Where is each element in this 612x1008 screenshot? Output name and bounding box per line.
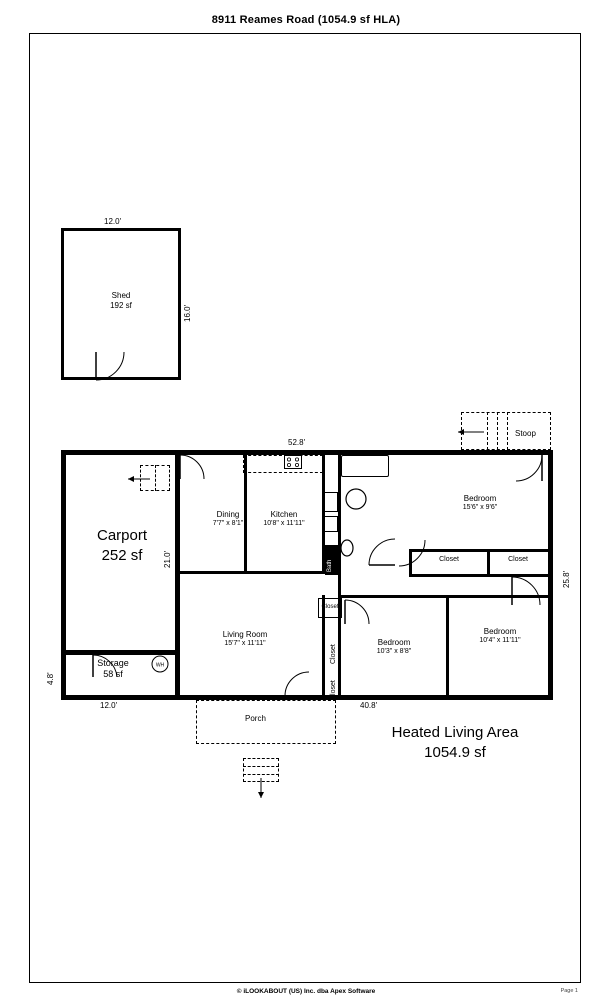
closet-2: Closet <box>508 556 528 563</box>
shed-name: Shed <box>111 291 131 300</box>
dim-bottom-main: 40.8' <box>360 701 378 710</box>
porch-step-line-1 <box>243 766 279 767</box>
door-arc-carport-entry <box>180 455 206 481</box>
stoop-arrow-icon <box>458 427 488 437</box>
wall-hall-right <box>338 455 341 695</box>
bedroom-top-right-name: Bedroom <box>463 494 497 503</box>
wall-storage-bottom <box>61 695 180 700</box>
svg-text:WH: WH <box>155 662 165 669</box>
porch-arrow-icon <box>256 778 266 800</box>
carport-label <box>68 526 176 565</box>
bedroom-top-right-dim: 15'6" x 9'6" <box>462 504 498 511</box>
bedroom-middle-label <box>344 638 444 657</box>
closet-4: Closet <box>330 680 337 700</box>
bedroom-middle-dim: 10'3" x 8'8" <box>376 648 412 655</box>
stoop-step-line-2 <box>497 412 498 450</box>
kitchen-dim: 10'8" x 11'11" <box>263 520 305 527</box>
dining-exterior-step <box>243 455 323 473</box>
door-arc-hall-b <box>399 540 612 568</box>
carport-side-detail-line <box>155 465 156 491</box>
closet-5: Closet <box>321 604 339 610</box>
shed-dim-right: 16.0' <box>183 304 192 322</box>
bedroom-bottom-right-label <box>446 627 554 646</box>
bedroom-bottom-right-dim: 10'4" x 11'11" <box>479 637 521 644</box>
storage-area: 58 sf <box>103 669 123 680</box>
shed-area: 192 sf <box>110 301 132 310</box>
bathtub-outline <box>341 455 389 477</box>
porch-label: Porch <box>245 714 266 723</box>
hla-value: 1054.9 sf <box>424 743 486 761</box>
carport-arrow-icon <box>128 474 154 484</box>
dim-storage-bottom: 12.0' <box>100 701 118 710</box>
door-arc-bedroom-mid <box>345 600 371 626</box>
wall-right-main <box>548 450 553 700</box>
footer-text: © iLOOKABOUT (US) Inc. dba Apex Software <box>236 988 376 995</box>
bedroom-middle-name: Bedroom <box>377 638 411 647</box>
wall-livingroom-top <box>180 571 279 574</box>
toilet-icon <box>339 539 355 557</box>
bath-label: Bath <box>327 559 333 572</box>
carport-area: 252 sf <box>101 546 143 564</box>
heated-living-area-label <box>360 723 550 762</box>
page-number: Page 1 <box>560 988 578 994</box>
door-arc-stoop <box>516 455 546 483</box>
closet-1: Closet <box>439 556 459 563</box>
storage-label <box>72 658 154 681</box>
stoop-label: Stoop <box>515 429 536 438</box>
kitchen-label <box>240 510 328 529</box>
storage-name: Storage <box>97 658 129 668</box>
living-room-name: Living Room <box>222 630 268 639</box>
closet-3: Closet <box>330 644 337 664</box>
shed-label <box>71 291 171 311</box>
kitchen-name: Kitchen <box>270 510 298 519</box>
dim-right-main: 25.8' <box>562 570 571 588</box>
dining-dim: 7'7" x 8'1" <box>212 520 244 527</box>
wall-storage-left <box>61 650 66 700</box>
bedroom-top-right-label <box>426 494 534 513</box>
page-title: 8911 Reames Road (1054.9 sf HLA) <box>211 14 401 26</box>
porch-outline <box>196 700 336 744</box>
dining-name: Dining <box>216 510 240 519</box>
living-room-label <box>190 630 300 649</box>
dim-carport-right: 21.0' <box>163 550 172 568</box>
door-arc-front <box>285 672 313 698</box>
carport-name: Carport <box>96 527 148 544</box>
kitchen-fridge-icon <box>322 492 338 512</box>
shed-dim-top: 12.0' <box>104 217 122 226</box>
living-room-dim: 15'7" x 11'11" <box>224 640 266 647</box>
door-arc-hall-a <box>369 539 397 567</box>
dim-storage-left: 4.8' <box>46 672 55 685</box>
stoop-step-line-3 <box>507 412 508 450</box>
door-arc-closet-right <box>512 577 542 607</box>
porch-step-line-2 <box>243 774 279 775</box>
hla-title: Heated Living Area <box>391 724 519 741</box>
shed-door-arc <box>96 352 130 382</box>
dim-top-main: 52.8' <box>288 438 306 447</box>
bedroom-bottom-right-name: Bedroom <box>483 627 517 636</box>
sink-icon <box>344 487 368 511</box>
